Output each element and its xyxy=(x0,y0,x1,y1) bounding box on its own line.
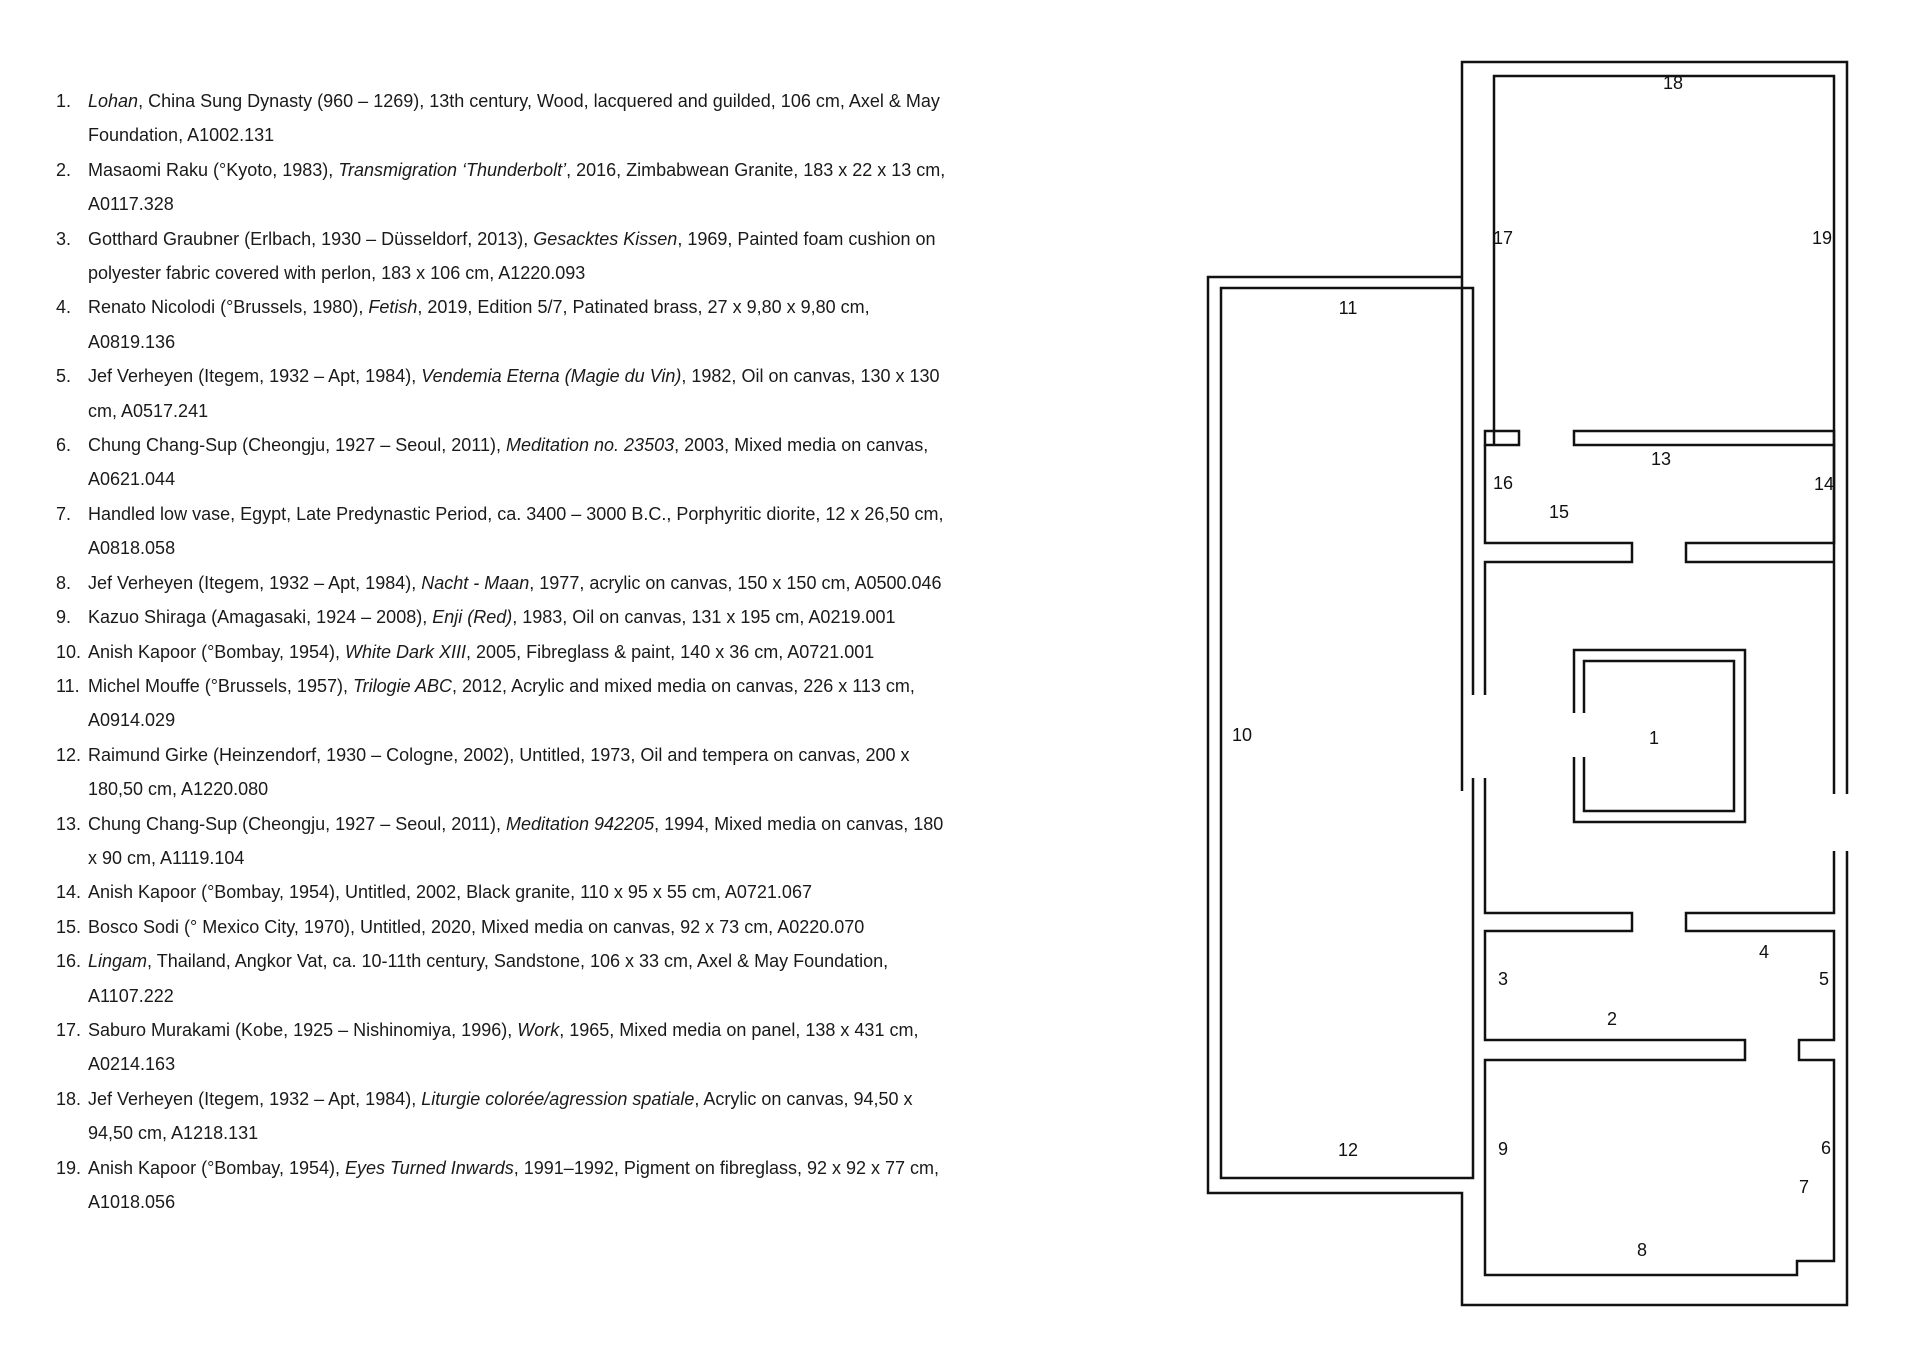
item-text: Kazuo Shiraga (Amagasaki, 1924 – 2008), xyxy=(88,607,433,628)
item-number: 13. xyxy=(56,813,82,834)
item-title: Nacht - Maan xyxy=(421,572,530,593)
item-details: , 1969, Painted foam cushion on polyester fabric covered with perlon, 183 x 106 cm, A1220.093 xyxy=(88,228,936,284)
plan-label-6: 6 xyxy=(1820,1138,1832,1158)
item-number: 17. xyxy=(56,1019,82,1040)
plan-label-16: 16 xyxy=(1492,473,1514,493)
item-title: Meditation 942205 xyxy=(505,813,655,834)
item-title: Fetish xyxy=(368,297,418,318)
outer-wall-upper xyxy=(1208,62,1847,1305)
item-text: Masaomi Raku (°Kyoto, 1983), xyxy=(88,159,339,180)
wall-room-13 xyxy=(1485,445,1834,695)
plan-label-4: 4 xyxy=(1758,942,1770,962)
item-title: Vendemia Eterna (Magie du Vin) xyxy=(421,366,682,387)
wall-room-18-bottom xyxy=(1485,431,1834,445)
item-title: Lohan xyxy=(88,91,139,111)
item-text: Michel Mouffe (°Brussels, 1957), xyxy=(88,675,353,696)
item-details: , 1994, Mixed media on canvas, 180 x 90 cm, A1119.104 xyxy=(88,813,944,868)
item-text: Handled low vase, Egypt, Late Predynastic Period, ca. 3400 – 3000 B.C., Porphyritic diorite, 12 x 26,50 cm, A0818.058 xyxy=(88,503,944,559)
item-number: 4. xyxy=(56,297,72,318)
item-title: Enji (Red) xyxy=(432,607,513,628)
wall-room-2 xyxy=(1485,778,1834,1275)
plan-label-18: 18 xyxy=(1662,73,1684,93)
plan-label-10: 10 xyxy=(1231,725,1253,745)
item-text: Saburo Murakami (Kobe, 1925 – Nishinomiya, 1996), xyxy=(88,1019,518,1040)
item-title: Eyes Turned Inwards xyxy=(345,1157,514,1178)
plan-label-5: 5 xyxy=(1818,969,1830,989)
item-number: 16. xyxy=(56,951,82,972)
plan-label-1: 1 xyxy=(1648,728,1660,748)
item-details: , 2016, Zimbabwean Granite, 183 x 22 x 13 cm, A0117.328 xyxy=(88,159,946,215)
item-number: 12. xyxy=(56,744,82,765)
item-details: , China Sung Dynasty (960 – 1269), 13th century, Wood, lacquered and guilded, 106 cm, Axel & May Foundation, A1002.131 xyxy=(88,91,940,146)
item-number: 1. xyxy=(56,91,72,111)
item-details: , Acrylic on canvas, 94,50 x 94,50 cm, A1218.131 xyxy=(88,1088,913,1144)
inner-wall-room-18 xyxy=(1494,76,1834,794)
item-title: Trilogie ABC xyxy=(352,675,453,696)
item-text: Chung Chang-Sup (Cheongju, 1927 – Seoul, 2011), xyxy=(88,813,506,834)
inner-wall-top xyxy=(1221,288,1473,1178)
item-title: Lingam xyxy=(88,951,148,972)
item-number: 14. xyxy=(56,882,82,903)
plan-label-17: 17 xyxy=(1492,228,1514,248)
item-details: , Thailand, Angkor Vat, ca. 10-11th century, Sandstone, 106 x 33 cm, Axel & May Foundation, A1107.222 xyxy=(88,951,889,1006)
plan-label-19: 19 xyxy=(1811,228,1833,248)
item-number: 2. xyxy=(56,159,72,180)
plan-label-14: 14 xyxy=(1813,474,1835,494)
item-text: Jef Verheyen (Itegem, 1932 – Apt, 1984), xyxy=(88,572,422,593)
item-text: Anish Kapoor (°Bombay, 1954), Untitled, 2002, Black granite, 110 x 95 x 55 cm, A0721.067 xyxy=(88,882,812,903)
item-number: 8. xyxy=(56,572,72,593)
item-text: Jef Verheyen (Itegem, 1932 – Apt, 1984), xyxy=(88,366,422,387)
item-text: Jef Verheyen (Itegem, 1932 – Apt, 1984), xyxy=(88,1088,422,1109)
plan-label-12: 12 xyxy=(1337,1140,1359,1160)
plan-label-7: 7 xyxy=(1798,1177,1810,1197)
item-details: , 2005, Fibreglass & paint, 140 x 36 cm, A0721.001 xyxy=(466,641,875,662)
item-number: 19. xyxy=(56,1157,82,1178)
plan-label-8: 8 xyxy=(1636,1240,1648,1260)
item-number: 15. xyxy=(56,916,82,937)
item-details: , 2003, Mixed media on canvas, A0621.044 xyxy=(88,435,929,490)
item-text: Raimund Girke (Heinzendorf, 1930 – Cologne, 2002), Untitled, 1973, Oil and tempera on canvas, 200 x 180,50 cm, A1220.080 xyxy=(88,744,910,800)
item-number: 5. xyxy=(56,366,72,387)
item-text: Anish Kapoor (°Bombay, 1954), xyxy=(88,641,346,662)
item-title: Gesacktes Kissen xyxy=(533,228,678,249)
item-details: , 2019, Edition 5/7, Patinated brass, 27 x 9,80 x 9,80 cm, A0819.136 xyxy=(88,297,870,352)
item-number: 18. xyxy=(56,1088,82,1109)
item-details: , 1965, Mixed media on panel, 138 x 431 cm, A0214.163 xyxy=(88,1019,919,1075)
item-text: Bosco Sodi (° Mexico City, 1970), Untitled, 2020, Mixed media on canvas, 92 x 73 cm, A0220.070 xyxy=(88,916,865,937)
plan-label-15: 15 xyxy=(1548,502,1570,522)
item-details: , 1982, Oil on canvas, 130 x 130 cm, A0517.241 xyxy=(88,366,940,421)
plan-label-9: 9 xyxy=(1497,1139,1509,1159)
item-number: 3. xyxy=(56,228,72,249)
plan-label-3: 3 xyxy=(1497,969,1509,989)
item-title: White Dark XIII xyxy=(345,641,467,662)
item-title: Work xyxy=(517,1019,560,1040)
item-number: 6. xyxy=(56,435,72,456)
item-number: 10. xyxy=(56,641,82,662)
item-number: 9. xyxy=(56,607,72,628)
plan-label-2: 2 xyxy=(1606,1009,1618,1029)
plan-label-13: 13 xyxy=(1650,449,1672,469)
item-details: , 1983, Oil on canvas, 131 x 195 cm, A0219.001 xyxy=(512,607,896,628)
item-text: Gotthard Graubner (Erlbach, 1930 – Düsseldorf, 2013), xyxy=(88,228,534,249)
item-title: Meditation no. 23503 xyxy=(505,435,675,456)
item-title: Transmigration ‘Thunderbolt’ xyxy=(338,159,567,180)
item-details: , 1977, acrylic on canvas, 150 x 150 cm, A0500.046 xyxy=(529,572,942,593)
item-details: , 1991–1992, Pigment on fibreglass, 92 x 92 x 77 cm, A1018.056 xyxy=(88,1157,940,1212)
item-title: Liturgie colorée/agression spatiale xyxy=(421,1088,695,1109)
item-text: Anish Kapoor (°Bombay, 1954), xyxy=(88,1157,346,1178)
item-number: 11. xyxy=(56,675,80,696)
item-number: 7. xyxy=(56,503,72,524)
plan-label-11: 11 xyxy=(1338,298,1358,318)
central-plinth-outer xyxy=(1574,650,1745,822)
item-text: Chung Chang-Sup (Cheongju, 1927 – Seoul, 2011), xyxy=(88,435,506,456)
item-details: , 2012, Acrylic and mixed media on canvas, 226 x 113 cm, A0914.029 xyxy=(88,675,915,731)
item-text: Renato Nicolodi (°Brussels, 1980), xyxy=(88,297,369,318)
